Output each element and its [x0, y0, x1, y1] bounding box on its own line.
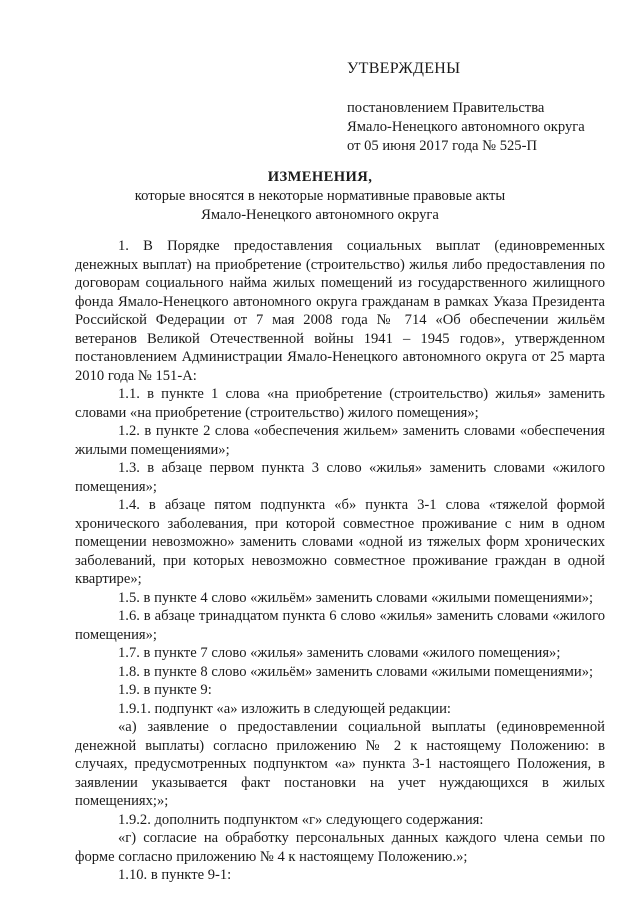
paragraph: 1.6. в абзаце тринадцатом пункта 6 слово «жилья» заменить словами «жилого помещения»;: [75, 608, 605, 643]
heading-subtitle: которые вносятся в некоторые нормативные правовые акты: [134, 188, 506, 204]
paragraph: 1.9.1. подпункт «а» изложить в следующей редакции:: [118, 700, 451, 717]
approval-line: от 05 июня 2017 года № 525-П: [347, 138, 538, 154]
heading-title: ИЗМЕНЕНИЯ,: [267, 169, 373, 185]
paragraph: «а) заявление о предоставлении социальной выплаты (единовременной денежной выплаты) согласно приложению № 2 к настоящему Положению: в случаях, предусмотренных подпунктом «а» пункта 3-1 настоящего Положения, в заявлении указывается факт постановки на учет нуждающихся в жилых помещениях;»;: [75, 719, 605, 809]
document-body: [75, 237, 605, 885]
paragraph: 1.2. в пункте 2 слова «обеспечения жильем» заменить словами «обеспечения жилыми помещениями»;: [75, 423, 605, 458]
paragraph: 1.8. в пункте 8 слово «жильём» заменить словами «жилыми помещениями»;: [118, 663, 594, 680]
paragraph: 1.1. в пункте 1 слова «на приобретение (строительство) жилья» заменить словами «на приобретение (строительство) жилого помещения»;: [75, 386, 605, 421]
paragraph: 1.9.2. дополнить подпунктом «г» следующего содержания:: [118, 811, 484, 828]
approval-line: постановлением Правительства: [347, 100, 545, 116]
approval-title: УТВЕРЖДЕНЫ: [347, 60, 461, 77]
paragraph: 1.9. в пункте 9:: [118, 682, 212, 698]
document-heading: [60, 168, 580, 225]
approval-block: [347, 99, 627, 156]
paragraph: 1.4. в абзаце пятом подпункта «б» пункта 3-1 слова «тяжелой формой хронического заболевания, при которой совместное проживание с ним в одном помещении невозможно» заменить словами «одной из тяжелых форм хронических заболеваний, при которых невозможно совместное проживание граждан в одной квартире»;: [75, 497, 605, 587]
paragraph: 1.10. в пункте 9-1:: [118, 867, 232, 883]
paragraph: 1.3. в абзаце первом пункта 3 слово «жилья» заменить словами «жилого помещения»;: [75, 460, 605, 495]
heading-subtitle: Ямало-Ненецкого автономного округа: [201, 207, 439, 223]
paragraph: «г) согласие на обработку персональных данных каждого члена семьи по форме согласно приложению № 4 к настоящему Положению.»;: [75, 830, 605, 865]
paragraph: 1. В Порядке предоставления социальных выплат (единовременных денежных выплат) на приобретение (строительство) жилья либо предоставления по договорам социального найма жилых помещений из государственного жилищного фонда Ямало-Ненецкого автономного округа гражданам в рамках Указа Президента Российской Федерации от 7 мая 2008 года № 714 «Об обеспечении жильём ветеранов Великой Отечественной войны 1941 – 1945 годов», утвержденном постановлением Администрации Ямало-Ненецкого автономного округа от 25 марта 2010 года № 151-А:: [75, 238, 605, 384]
paragraph: 1.7. в пункте 7 слово «жилья» заменить словами «жилого помещения»;: [118, 645, 561, 661]
approval-line: Ямало-Ненецкого автономного округа: [347, 119, 585, 135]
paragraph: 1.5. в пункте 4 слово «жильём» заменить словами «жилыми помещениями»;: [118, 589, 594, 606]
